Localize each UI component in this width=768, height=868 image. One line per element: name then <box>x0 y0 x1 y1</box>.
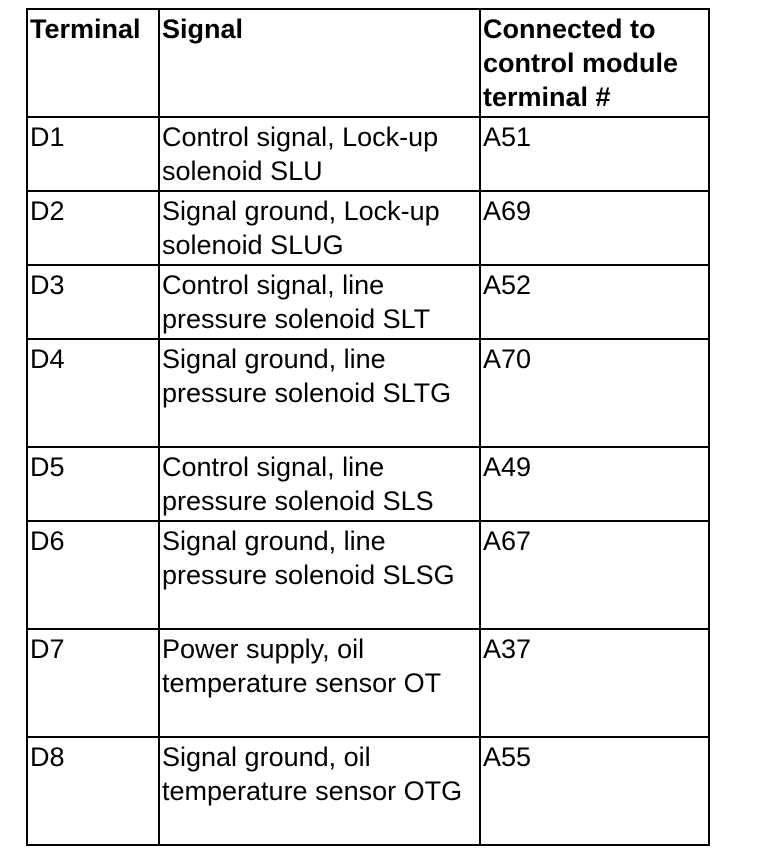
table-row <box>27 521 709 629</box>
table-row <box>27 447 709 521</box>
cell-connected: A69 <box>480 191 709 265</box>
cell-signal: Signal ground, oil temperature sensor OTG <box>159 737 480 845</box>
table-row <box>27 737 709 845</box>
cell-terminal: D5 <box>27 447 159 521</box>
cell-signal: Control signal, Lock-up solenoid SLU <box>159 117 480 191</box>
cell-connected: A67 <box>480 521 709 629</box>
cell-signal: Signal ground, Lock-up solenoid SLUG <box>159 191 480 265</box>
cell-terminal: D6 <box>27 521 159 629</box>
cell-connected: A37 <box>480 629 709 737</box>
header-terminal: Terminal <box>27 9 159 117</box>
cell-connected: A52 <box>480 265 709 339</box>
table-row <box>27 265 709 339</box>
terminal-signal-table <box>26 8 710 846</box>
cell-terminal: D7 <box>27 629 159 737</box>
cell-terminal: D8 <box>27 737 159 845</box>
table-row <box>27 117 709 191</box>
cell-signal: Control signal, line pressure solenoid SLS <box>159 447 480 521</box>
table-header-row <box>27 9 709 117</box>
cell-terminal: D4 <box>27 339 159 447</box>
cell-terminal: D1 <box>27 117 159 191</box>
cell-signal: Power supply, oil temperature sensor OT <box>159 629 480 737</box>
header-connected-to: Connected to control module terminal # <box>480 9 709 117</box>
header-signal: Signal <box>159 9 480 117</box>
cell-signal: Control signal, line pressure solenoid SLT <box>159 265 480 339</box>
cell-terminal: D2 <box>27 191 159 265</box>
cell-signal: Signal ground, line pressure solenoid SLSG <box>159 521 480 629</box>
cell-connected: A55 <box>480 737 709 845</box>
table-row <box>27 339 709 447</box>
table-row <box>27 629 709 737</box>
cell-connected: A70 <box>480 339 709 447</box>
cell-connected: A49 <box>480 447 709 521</box>
cell-connected: A51 <box>480 117 709 191</box>
cell-terminal: D3 <box>27 265 159 339</box>
table-row <box>27 191 709 265</box>
cell-signal: Signal ground, line pressure solenoid SLTG <box>159 339 480 447</box>
